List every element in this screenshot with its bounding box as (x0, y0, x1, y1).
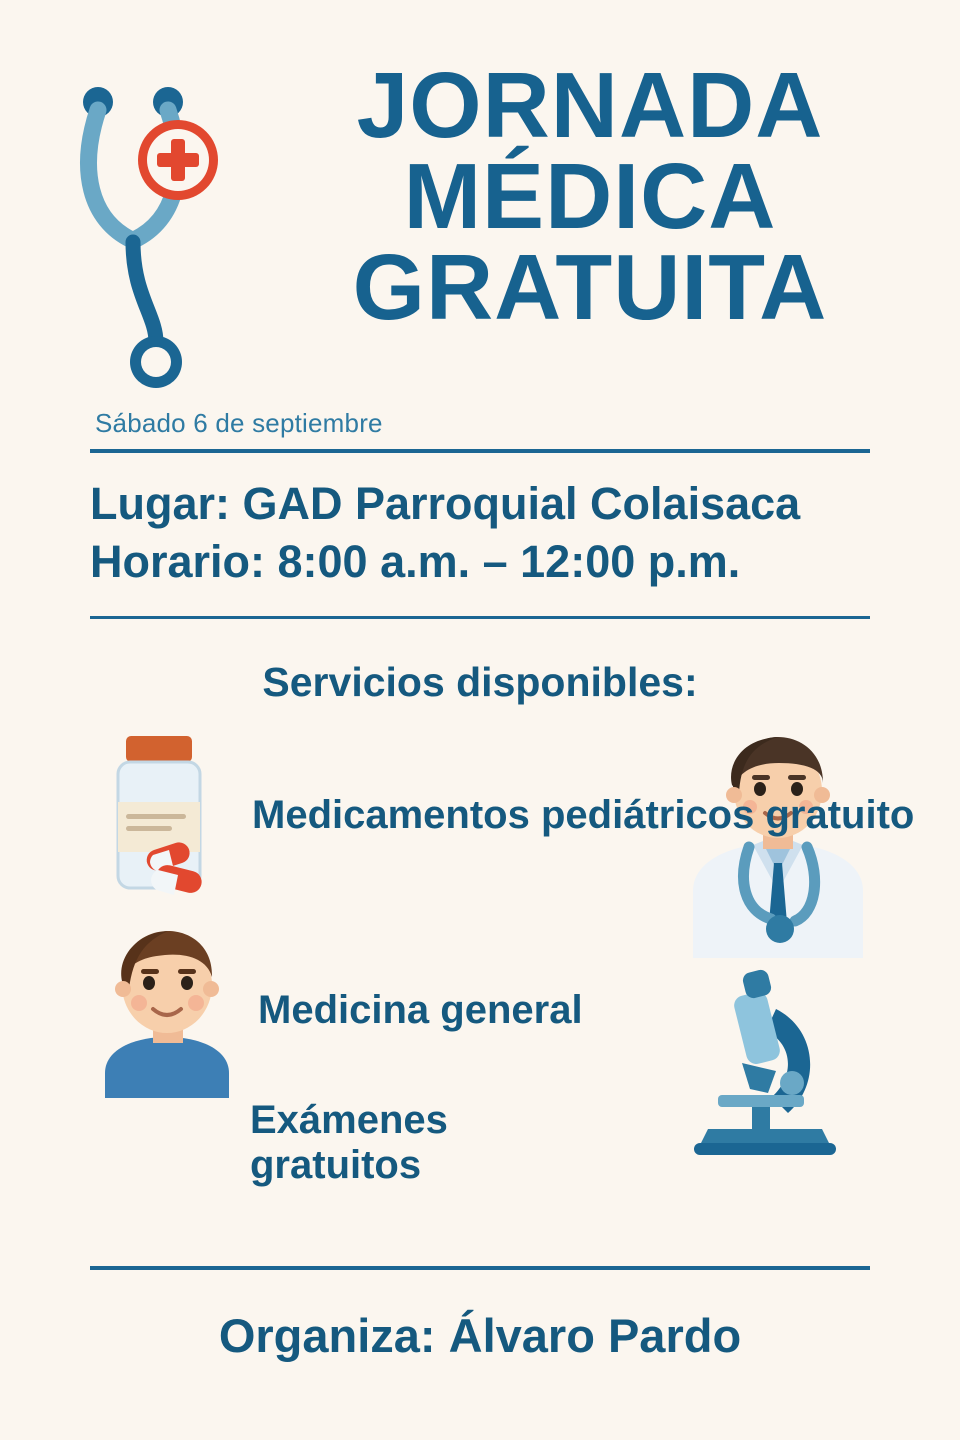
event-date: Sábado 6 de septiembre (95, 408, 383, 438)
child-face-icon (95, 923, 240, 1098)
service-item (95, 923, 583, 1098)
organizer: Organiza: Álvaro Pardo (218, 1309, 742, 1363)
event-schedule: Horario: 8:00 a.m. – 12:00 p.m. (90, 535, 741, 587)
service-label (258, 988, 583, 1033)
divider-bottom (90, 1266, 870, 1270)
title-line-3: GRATUITA (352, 235, 828, 340)
pill-bottle-icon (100, 728, 230, 903)
stethoscope-icon (60, 80, 270, 390)
poster-title (260, 53, 920, 340)
title-line-2: MÉDICA (403, 144, 777, 249)
service-label (252, 793, 914, 838)
poster-header (0, 0, 960, 390)
service-item (100, 728, 914, 903)
service-label-text: Exámenes gratuitos (250, 1098, 448, 1187)
services-heading: Servicios disponibles: (262, 659, 698, 706)
services-list (0, 728, 960, 1248)
service-label-text: Medicamentos pediátricos gratuito (252, 793, 915, 838)
service-item (250, 1098, 540, 1188)
event-info (0, 475, 960, 590)
divider-middle (90, 616, 870, 619)
event-place: Lugar: GAD Parroquial Colaisaca (90, 478, 801, 529)
service-label-text: Medicina general (258, 988, 583, 1033)
divider-top (90, 449, 870, 453)
service-label (250, 1098, 540, 1188)
title-line-1: JORNADA (356, 53, 824, 157)
microscope-icon (680, 963, 850, 1163)
